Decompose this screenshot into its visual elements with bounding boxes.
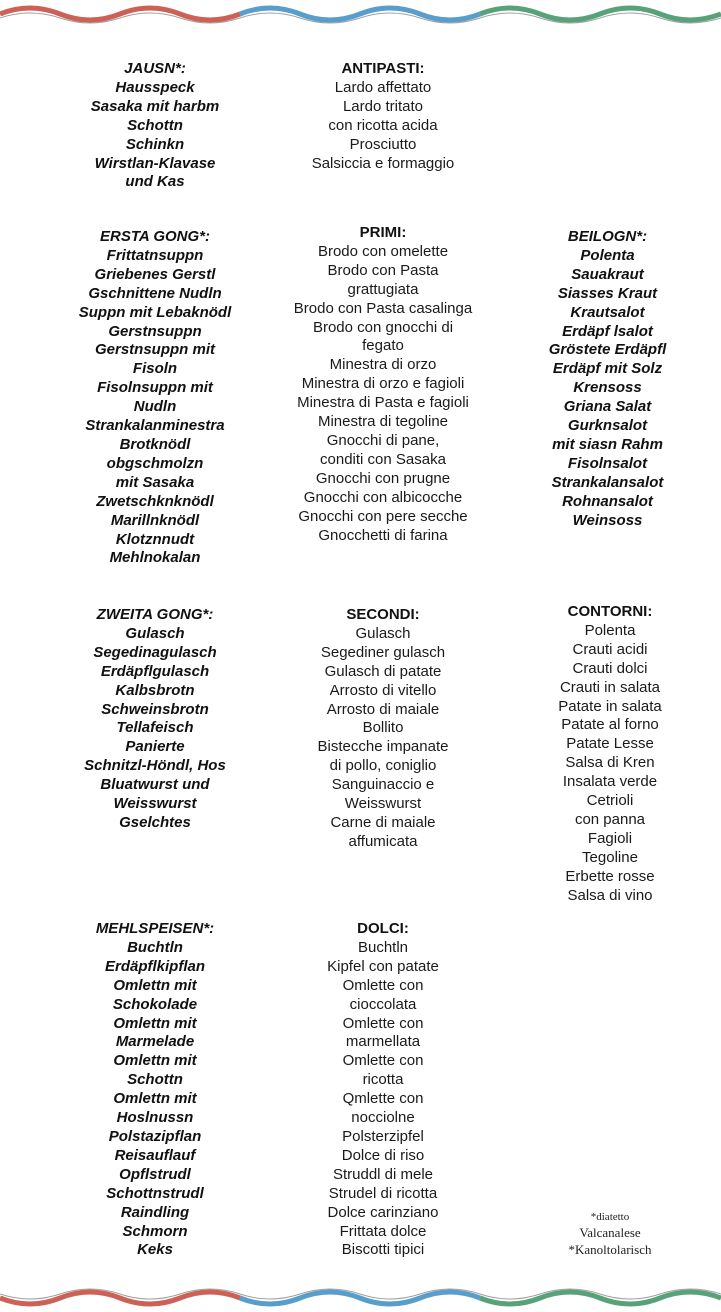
menu-item: Omlette con [342, 1014, 424, 1032]
menu-item: Polstazipflan [108, 1127, 202, 1145]
menu-item: Struddl di mele [332, 1165, 434, 1183]
menu-item: Raindling [120, 1203, 190, 1221]
menu-item: Dolce di riso [341, 1146, 425, 1164]
menu-item: Omlettn mit [113, 976, 197, 994]
menu-item: Gurknsalot [567, 417, 648, 435]
menu-item: Patate in salata [558, 697, 662, 715]
menu-item: Crauti in salata [559, 678, 661, 696]
menu-item: Hoslnussn [116, 1109, 194, 1127]
menu-item: Omlettn mit [113, 1014, 197, 1032]
menu-item: Griana Salat [563, 398, 652, 416]
menu-item: Schmorn [122, 1222, 188, 1240]
menu-item: nocciolne [351, 1109, 415, 1127]
section-heading: BEILOGN*: [567, 228, 648, 245]
menu-item: Brodo con Pasta casalinga [293, 299, 473, 317]
menu-item: mit siasn Rahm [552, 435, 663, 453]
menu-item: Polenta [580, 246, 635, 264]
menu-item: Schokolade [112, 995, 198, 1013]
menu-item: Bollito [362, 719, 404, 737]
menu-item: Frittatnsuppn [106, 246, 204, 264]
secondi-column [283, 606, 483, 852]
menu-item: Gnocchi con pere secche [298, 507, 468, 525]
menu-item: Prosciutto [349, 135, 417, 153]
menu-item: Erdäpf lsalot [562, 322, 653, 340]
menu-item: Weisswurst [344, 795, 422, 813]
ersta-gong-column [45, 228, 265, 568]
bottom-decorative-border [0, 1284, 721, 1312]
section-heading: JAUSN*: [124, 60, 186, 77]
menu-item: con panna [574, 810, 646, 828]
menu-item: Buchtln [127, 938, 183, 956]
menu-item: Brodo con omelette [317, 242, 449, 260]
menu-item: di pollo, coniglio [329, 757, 437, 775]
menu-item: Gnocchi con prugne [315, 469, 451, 487]
menu-item: conditi con Sasaka [320, 450, 446, 468]
menu-item: Schinkn [125, 135, 185, 153]
menu-item: Patate Lesse [566, 735, 654, 753]
menu-item: grattugiata [347, 280, 419, 298]
dolci-column [283, 920, 483, 1260]
menu-item: Klotznnudt [115, 530, 195, 548]
menu-item: Sauakraut [571, 265, 644, 283]
menu-item: Polsterzipfel [342, 1127, 424, 1145]
beilogn-column [505, 228, 710, 531]
section-heading: ZWEITA GONG*: [96, 606, 214, 623]
menu-item: Omlettn mit [113, 1052, 197, 1070]
menu-item: Schnitzl-Höndl, Hos [84, 757, 226, 775]
menu-item: Minestra di orzo [329, 356, 437, 374]
menu-item: Fagioli [587, 829, 633, 847]
zweita-gong-column [45, 606, 265, 833]
menu-item: Gnocchi con albicocche [303, 488, 463, 506]
menu-item: marmellata [345, 1033, 421, 1051]
menu-item: Insalata verde [562, 773, 658, 791]
contorni-column [510, 603, 710, 906]
footnote-line-2: Valcanalese [579, 1225, 641, 1240]
menu-item: Fisolnsuppn mit [97, 379, 213, 397]
menu-item: Erdäpflgulasch [100, 662, 210, 680]
menu-item: Rohnansalot [562, 492, 653, 510]
menu-item: Cetrioli [586, 792, 634, 810]
menu-item: Nudln [133, 398, 177, 416]
menu-item: Kalbsbrotn [115, 681, 195, 699]
footnote-line-1: *diatetto [590, 1211, 630, 1223]
menu-item: Bistecche impanate [317, 738, 449, 756]
menu-item: Zwetschknknödl [96, 492, 214, 510]
menu-item: Brodo con gnocchi di [312, 318, 454, 336]
menu-item: Panierte [125, 738, 185, 756]
menu-item: Buchtln [357, 938, 409, 956]
menu-item: Brodo con Pasta [327, 261, 439, 279]
menu-item: Gnocchi di pane, [326, 431, 440, 449]
menu-item: Erdäpf mit Solz [552, 360, 663, 378]
menu-item: Omlettn mit [113, 1090, 197, 1108]
menu-item: Schweinsbrotn [101, 700, 209, 718]
section-heading: ANTIPASTI: [341, 60, 425, 77]
menu-item: Marillnknödl [110, 511, 200, 529]
menu-item: Minestra di orzo e fagioli [301, 375, 465, 393]
menu-item: Brotknödl [119, 435, 191, 453]
menu-item: Wirstlan-Klavase [94, 154, 216, 172]
section-heading: SECONDI: [346, 606, 420, 623]
menu-item: Strankalansalot [551, 473, 664, 491]
section-heading: ERSTA GONG*: [99, 228, 210, 245]
menu-item: Gulasch [125, 624, 185, 642]
menu-item: Salsa di Kren [565, 754, 655, 772]
menu-item: Lardo affettato [334, 78, 432, 96]
menu-item: Weinsoss [572, 511, 643, 529]
jausn-column [55, 60, 255, 192]
menu-item: Schottn [127, 116, 183, 134]
menu-item: Griebenes Gerstl [94, 265, 216, 283]
menu-item: Minestra di Pasta e fagioli [297, 394, 469, 412]
menu-item: Erbette rosse [565, 867, 655, 885]
section-heading: PRIMI: [359, 224, 407, 241]
menu-item: Frittata dolce [339, 1222, 427, 1240]
menu-item: Krensoss [573, 379, 642, 397]
menu-item: Keks [137, 1241, 173, 1259]
menu-item: Sanguinaccio e [331, 776, 435, 794]
menu-item: Gerstnsuppn [108, 322, 202, 340]
menu-item: Gröstete Erdäpfl [548, 341, 667, 359]
footnote-line-3: *Kanoltolarisch [568, 1242, 652, 1257]
menu-item: Schottn [127, 1071, 183, 1089]
menu-item: Biscotti tipici [341, 1241, 425, 1259]
menu-item: Tegoline [582, 848, 638, 866]
menu-item: Suppn mit Lebaknödl [78, 303, 232, 321]
mehlspeisen-column [45, 920, 265, 1260]
menu-item: Tellafeisch [116, 719, 194, 737]
menu-item: Salsiccia e formaggio [311, 154, 455, 172]
menu-item: Segediner gulasch [320, 643, 446, 661]
menu-item: Opflstrudl [119, 1165, 191, 1183]
section-heading: DOLCI: [357, 920, 409, 937]
menu-item: Erdäpflkipflan [104, 957, 205, 975]
menu-item: ricotta [362, 1071, 404, 1089]
menu-item: Lardo tritato [342, 97, 424, 115]
top-decorative-border [0, 0, 721, 28]
menu-item: Gulasch di patate [324, 662, 442, 680]
menu-item: Arrosto di vitello [329, 681, 437, 699]
menu-item: obgschmolzn [106, 454, 204, 472]
menu-item: Fisolnsalot [567, 454, 648, 472]
menu-item: Dolce carinziano [327, 1203, 439, 1221]
menu-item: Marmelade [115, 1033, 195, 1051]
menu-item: und Kas [125, 173, 185, 191]
menu-item: Patate al forno [561, 716, 659, 734]
antipasti-column [283, 60, 483, 173]
menu-item: fegato [362, 337, 404, 355]
menu-item: Gschnittene Nudln [88, 284, 222, 302]
menu-item: cioccolata [349, 995, 417, 1013]
menu-item: Arrosto di maiale [326, 700, 440, 718]
menu-item: Mehlnokalan [109, 549, 201, 567]
section-heading: CONTORNI: [567, 603, 653, 620]
menu-item: mit Sasaka [115, 473, 195, 491]
menu-item: Hausspeck [115, 78, 195, 96]
menu-item: Weisswurst [113, 795, 197, 813]
menu-item: con ricotta acida [328, 116, 438, 134]
menu-item: Crauti acidi [572, 640, 648, 658]
dialect-footnote [540, 1210, 680, 1258]
menu-item: Salsa di vino [567, 886, 653, 904]
menu-item: Segedinagulasch [93, 643, 217, 661]
menu-item: Siasses Kraut [557, 284, 658, 302]
menu-item: Gnocchetti di farina [318, 526, 448, 544]
menu-item: Omlette con [342, 1052, 424, 1070]
menu-item: Sasaka mit harbm [90, 97, 220, 115]
section-heading: MEHLSPEISEN*: [95, 920, 215, 937]
menu-item: Bluatwurst und [100, 776, 210, 794]
menu-item: Fisoln [132, 360, 178, 378]
menu-item: Minestra di tegoline [317, 413, 449, 431]
menu-item: Schottnstrudl [106, 1184, 204, 1202]
menu-item: Polenta [584, 621, 636, 639]
menu-item: Gerstnsuppn mit [94, 341, 215, 359]
menu-item: Reisauflauf [114, 1146, 196, 1164]
menu-item: Gselchtes [119, 813, 191, 831]
menu-item: Omlette con [342, 976, 424, 994]
menu-item: Strankalanminestra [85, 417, 225, 435]
primi-column [283, 224, 483, 545]
menu-item: Crauti dolci [572, 659, 648, 677]
menu-item: Carne di maiale [330, 813, 436, 831]
menu-item: Kipfel con patate [327, 957, 439, 975]
menu-item: affumicata [348, 832, 418, 850]
menu-item: Gulasch [355, 624, 411, 642]
menu-item: Qmlette con [342, 1090, 424, 1108]
menu-item: Krautsalot [570, 303, 645, 321]
menu-item: Strudel di ricotta [328, 1184, 438, 1202]
